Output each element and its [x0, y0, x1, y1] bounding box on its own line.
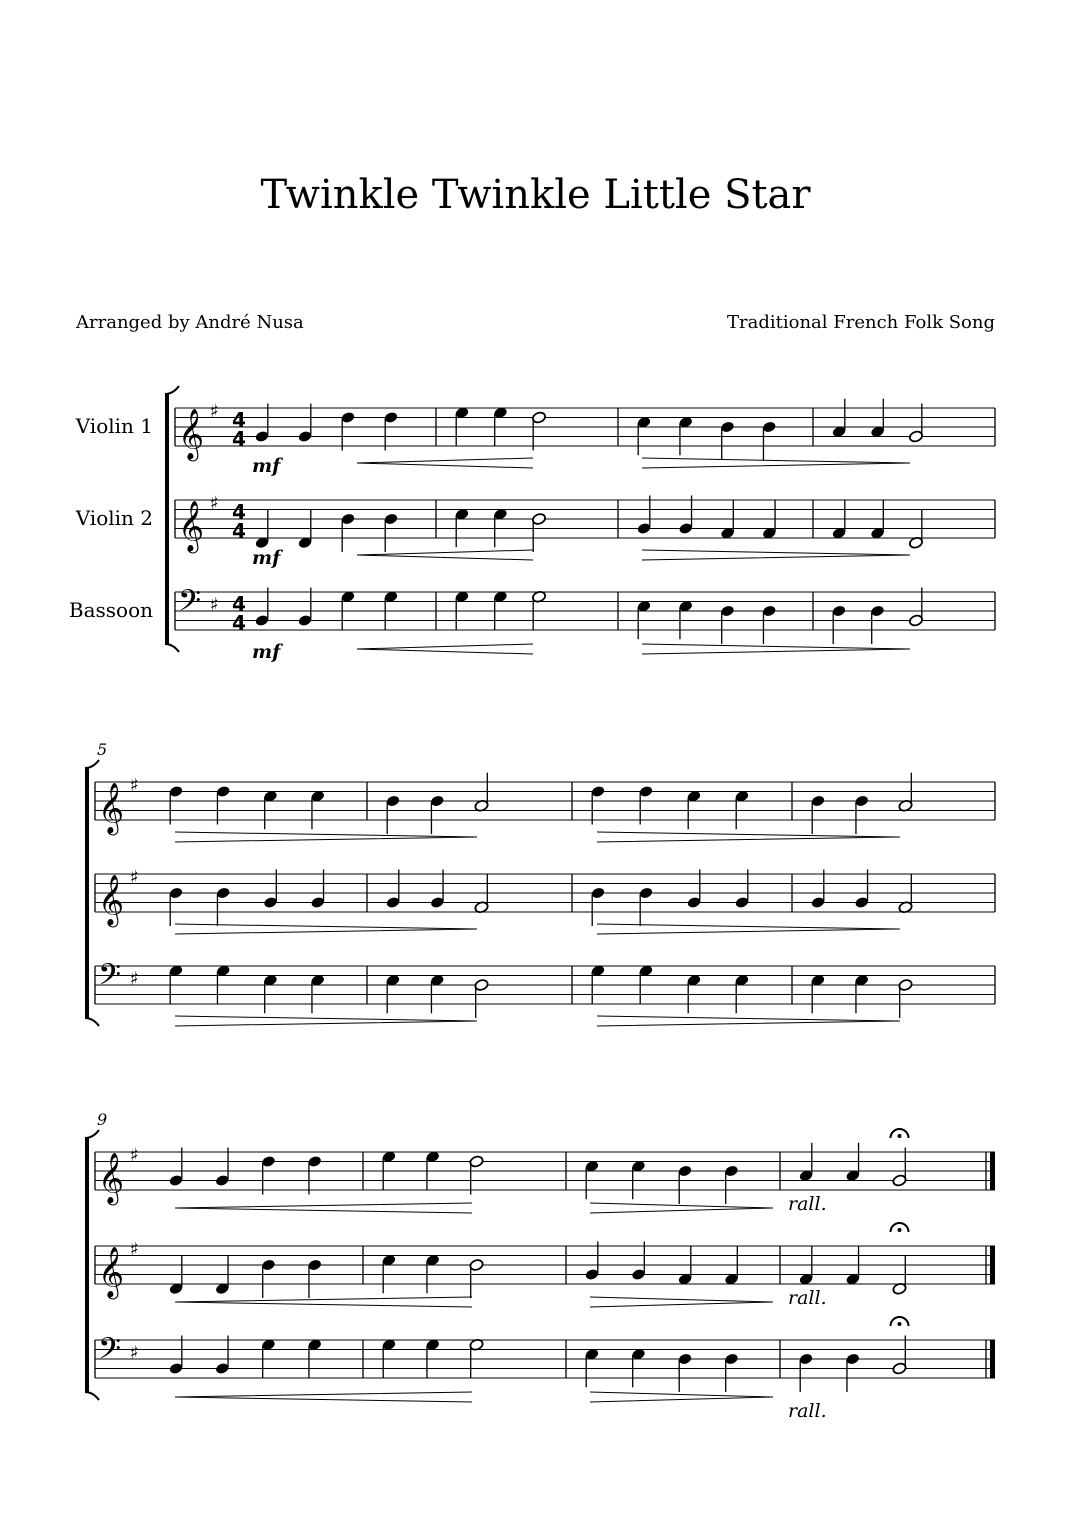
bracket-hook-bottom: [85, 1018, 99, 1026]
treble-clef-icon: 𝄞: [98, 874, 125, 926]
diminuendo-hairpin: [175, 924, 477, 934]
bracket-hook-top: [85, 1130, 99, 1138]
measure-number: 5: [97, 740, 108, 759]
bass-clef-icon: 𝄢: [98, 958, 122, 1000]
crescendo-hairpin: [357, 550, 533, 560]
instrument-label: Violin 2: [75, 506, 153, 530]
score-title: Twinkle Twinkle Little Star: [260, 172, 811, 218]
time-signature-bottom: 4: [232, 427, 246, 451]
key-signature-sharp: ♯: [130, 1342, 139, 1364]
key-signature-sharp: ♯: [130, 867, 139, 888]
crescendo-hairpin: [175, 1203, 472, 1213]
diminuendo-hairpin: [642, 458, 910, 468]
diminuendo-hairpin: [590, 1392, 773, 1402]
diminuendo-hairpin: [597, 832, 900, 842]
composer-credit: Traditional French Folk Song: [727, 312, 995, 333]
crescendo-hairpin: [175, 1297, 472, 1307]
crescendo-hairpin: [357, 644, 533, 654]
dynamic-mf: mf: [252, 641, 281, 663]
fermata-dot: [898, 1322, 902, 1326]
time-signature-top: 4: [232, 408, 246, 432]
diminuendo-hairpin: [597, 1016, 900, 1026]
diminuendo-hairpin: [642, 550, 910, 560]
dynamic-mf: mf: [252, 547, 281, 569]
rall-marking: rall.: [788, 1193, 827, 1215]
treble-clef-icon: 𝄞: [98, 782, 125, 834]
key-signature-sharp: ♯: [130, 1239, 139, 1260]
fermata-dot: [898, 1134, 902, 1138]
treble-clef-icon: 𝄞: [178, 500, 205, 552]
bracket-hook-top: [165, 386, 179, 394]
treble-clef-icon: 𝄞: [178, 408, 205, 460]
bass-clef-icon: 𝄢: [98, 1332, 122, 1374]
system-bracket: [85, 768, 89, 1018]
time-signature-top: 4: [232, 592, 246, 616]
instrument-label: Violin 1: [75, 414, 153, 438]
key-signature-sharp: ♯: [130, 775, 139, 796]
bracket-hook-top: [85, 760, 99, 768]
diminuendo-hairpin: [175, 1016, 477, 1026]
measure-number: 9: [97, 1110, 108, 1129]
system-bracket: [165, 394, 169, 644]
crescendo-hairpin: [175, 1392, 472, 1402]
time-signature-top: 4: [232, 500, 246, 524]
bracket-hook-bottom: [85, 1392, 99, 1400]
final-barline-thick: [990, 1152, 995, 1190]
time-signature-bottom: 4: [232, 519, 246, 543]
key-signature-sharp: ♯: [130, 1145, 139, 1166]
fermata-dot: [898, 1228, 902, 1232]
diminuendo-hairpin: [597, 924, 900, 934]
key-signature-sharp: ♯: [210, 594, 219, 616]
treble-clef-icon: 𝄞: [98, 1246, 125, 1298]
key-signature-sharp: ♯: [130, 968, 139, 990]
system-bracket: [85, 1138, 89, 1392]
diminuendo-hairpin: [590, 1203, 773, 1213]
final-barline-thick: [990, 1246, 995, 1284]
crescendo-hairpin: [357, 458, 533, 468]
diminuendo-hairpin: [642, 644, 910, 654]
key-signature-sharp: ♯: [210, 401, 219, 422]
bracket-hook-bottom: [165, 644, 179, 652]
time-signature-bottom: 4: [232, 611, 246, 635]
diminuendo-hairpin: [590, 1297, 773, 1307]
final-barline-thick: [990, 1340, 995, 1378]
arranger-credit: Arranged by André Nusa: [76, 312, 304, 333]
rall-marking: rall.: [788, 1287, 827, 1309]
bass-clef-icon: 𝄢: [178, 584, 202, 626]
dynamic-mf: mf: [252, 455, 281, 477]
key-signature-sharp: ♯: [210, 493, 219, 514]
treble-clef-icon: 𝄞: [98, 1152, 125, 1204]
instrument-label: Bassoon: [68, 598, 153, 622]
rall-marking: rall.: [788, 1400, 827, 1422]
